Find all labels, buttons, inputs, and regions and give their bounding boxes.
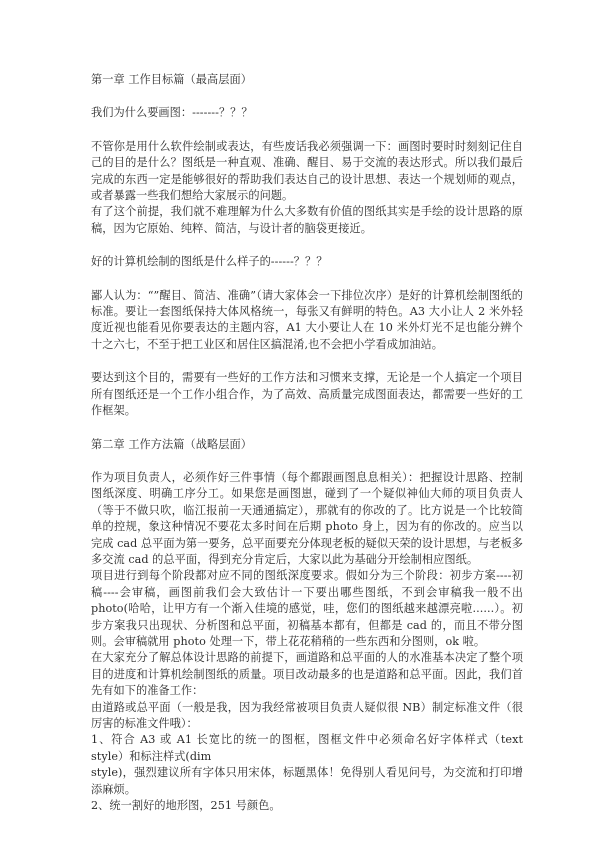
chapter2-para1: 作为项目负责人，必须作好三件事情（每个都跟画图息息相关）：把握设计思路、控制图纸深度、明确工序分工。如果您是画图崽，碰到了一个疑似神仙大师的项目负责人（等于不做只吹，临江报前一天通通搞定），那就有的你改的了。比方说是一个比较简单的控规，象这种情况不要花太多时间在后期 photo 身上，因为有的你改的。应当以完成 cad 总平面为第一要务，总平面要充分体现老板的疑似天荣的设计思想，与老板多多交流 cad 的总平面，得到充分肯定后，大家以此为基础分开绘制相应图纸。 — [91, 470, 524, 566]
chapter2-para3: 在大家充分了解总体设计思路的前提下，画道路和总平面的人的水准基本决定了整个项目的进度和计算机绘制图纸的质量。项目改动最多的也是道路和总平面。因此，我们首先有如下的准备工作： — [91, 651, 523, 698]
chapter2-title: 第二章 工作方法篇（战略层面） — [91, 437, 252, 451]
chapter1-para4: 要达到这个目的，需要有一些好的工作方法和习惯来支撑，无论是一个人搞定一个项目所有图纸还是一个工作小组合作，为了高效、高质量完成图面表达，都需要一些好的工作框架。 — [91, 371, 523, 418]
chapter1-title: 第一章 工作目标篇（最高层面） — [91, 73, 252, 86]
document-page — [91, 72, 523, 814]
chapter1-para1: 不管你是用什么软件绘制或表达，有些废话我必须强调一下：画图时要时时刻刻记住自己的目的是什么？图纸是一种直观、准确、醒目、易于交流的表达形式。所以我们最后完成的东西一定是能够很好的帮助我们表达自己的设计思想、表达一个规划师的观点，或者暴露一些我们想给大家展示的问题。 — [91, 139, 523, 203]
chapter1-para2: 有了这个前提，我们就不难理解为什么大多数有价值的图纸其实是手绘的设计思路的原稿，因为它原始、纯粹、简洁，与设计者的脑袋更接近。 — [91, 205, 523, 235]
chapter2-para2: 项目进行到每个阶段都对应不同的图纸深度要求。假如分为三个阶段：初步方案----初稿----会审稿，画图前我们会大致估计一下要出哪些图纸，不到会审稿我一般不出 photo(哈哈，让甲方有一个渐入佳境的感觉，哇，您们的图纸越来越漂亮啦......）。初步方案我只出现状、分析图和总平面，初稿基本都有，但都是 cad 的，而且不带分图则。会审稿就用 photo 处理一下，带上花花稍稍的一些东西和分图则，ok 啦。 — [91, 569, 523, 648]
list-item-1: 1、符合 A3 或 A1 长宽比的统一的图框，图框文件中必须命名好字体样式（text style）和标注样式(dim — [91, 733, 523, 763]
list-item-2: 2、统一割好的地形图，251 号颜色。 — [91, 799, 281, 813]
chapter1-question1: 我们为什么要画图：-------？？？ — [91, 106, 253, 120]
list-item-1-continued: style)，强烈建议所有字体只用宋体，标题黑体！免得别人看见问号，为交流和打印增添麻烦。 — [91, 766, 523, 796]
chapter1-question2: 好的计算机绘制的图纸是什么样子的------？？？ — [91, 255, 328, 269]
chapter1-para3: 鄙人认为：“”醒目、简洁、准确”（请大家体会一下排位次序）是好的计算机绘制图纸的标准。要让一套图纸保持大体风格统一，每张又有鲜明的特色。A3 大小让人 2 米外轻度近视也能看见你要表达的主题内容，A1 大小要让人在 10 米外灯光不足也能分辨个十之六七，不至于把工业区和居住区搞混淆,也不会把小学看成加油站。 — [91, 288, 523, 351]
chapter2-para4: 由道路或总平面（一般是我，因为我经常被项目负责人疑似很 NB）制定标准文件（很厉害的标准文件哦）： — [91, 700, 523, 730]
